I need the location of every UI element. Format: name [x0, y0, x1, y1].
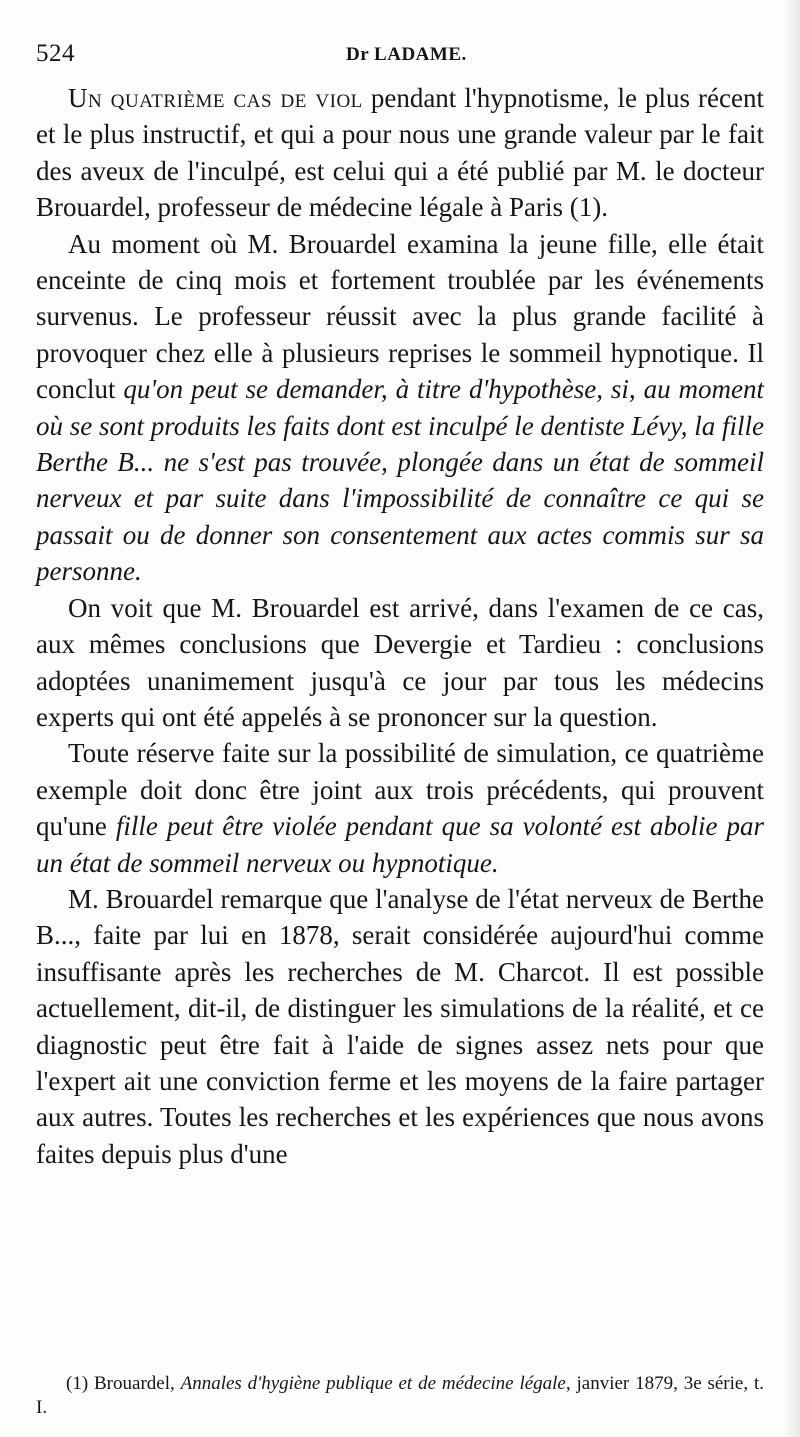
- footnote-italic: Annales d'hygiène publique et de médecine légale,: [180, 1373, 571, 1394]
- page-edge-shadow: [782, 0, 800, 1437]
- paragraph-4-italic: fille peut être violée pendant que sa volonté est abolie par un état de sommeil nerveux ou hypnotique.: [36, 811, 764, 878]
- paragraph-4: [36, 735, 764, 881]
- smallcaps-lead: Un quatrième cas de viol: [68, 83, 363, 113]
- body-text: [36, 80, 764, 1172]
- paragraph-5-text: M. Brouardel remarque que l'analyse de l'état nerveux de Berthe B..., faite par lui en 1878, serait considérée aujourd'hui comme insuffisante après les recherches de M. Charcot. Il est possible actuellement, dit-il, de distinguer les simulations de la réalité, et ce diagnostic peut être fait à l'aide de signes assez nets pour que l'expert ait une conviction ferme et les moyens de la faire partager aux autres. Toutes les recherches et les expériences que nous avons faites depuis plus d'une: [36, 883, 764, 1169]
- footnote-text-2: janvier 1879, 3e série, t. I.: [36, 1373, 764, 1418]
- paragraph-1-text: pendant l'hypnotisme, le plus récent et le plus instructif, et qui a pour nous une grande valeur par le fait des aveux de l'inculpé, est celui qui a été publié par M. le docteur Brouardel, professeur de médecine légale à Paris (1).: [36, 83, 764, 223]
- paragraph-3: [36, 590, 764, 736]
- running-head: [36, 40, 756, 70]
- paragraph-1: [36, 80, 764, 226]
- running-title: Dr LADAME.: [346, 44, 467, 65]
- footnote: [36, 1372, 764, 1420]
- paragraph-3-text: On voit que M. Brouardel est arrivé, dans l'examen de ce cas, aux mêmes conclusions que Devergie et Tardieu : conclusions adoptées unanimement jusqu'à ce jour par tous les médecins experts qui ont été appelés à se prononcer sur la question.: [36, 592, 764, 732]
- paragraph-2-text: Au moment où M. Brouardel examina la jeune fille, elle était enceinte de cinq mois et fortement troublée par les événements survenus. Le professeur réussit avec la plus grande facilité à provoquer chez elle à plusieurs reprises le sommeil hypnotique. Il conclut: [36, 228, 764, 405]
- paragraph-5: [36, 881, 764, 1172]
- page-number: 524: [36, 40, 75, 67]
- paragraph-4-text: Toute réserve faite sur la possibilité de simulation, ce quatrième exemple doit donc être joint aux trois précédents, qui prouvent qu'une: [36, 738, 764, 842]
- paragraph-2-italic: qu'on peut se demander, à titre d'hypothèse, si, au moment où se sont produits les faits dont est inculpé le dentiste Lévy, la fille Berthe B... ne s'est pas trouvée, plongée dans un état de sommeil nerveux et par suite dans l'impossibilité de connaître ce qui se passait ou de donner son consentement aux actes commis sur sa personne.: [36, 374, 764, 587]
- paragraph-2: [36, 226, 764, 590]
- footnote-text-1: (1) Brouardel,: [66, 1373, 181, 1394]
